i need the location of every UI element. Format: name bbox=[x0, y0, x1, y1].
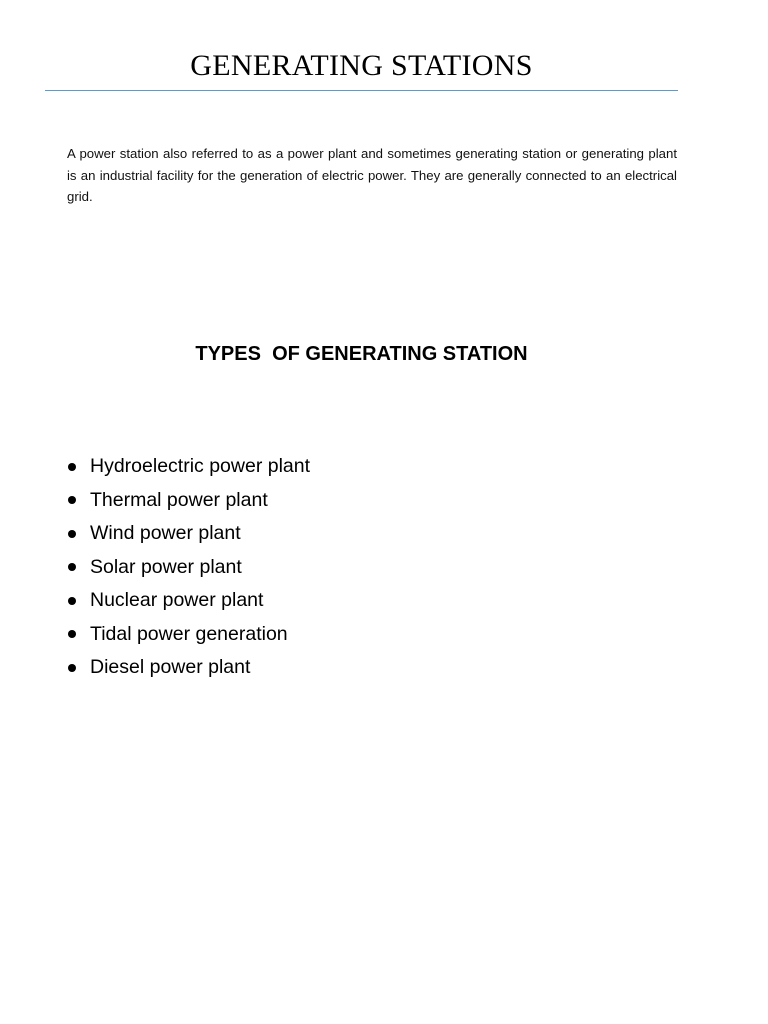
list-item bbox=[67, 651, 310, 685]
list-item bbox=[67, 517, 310, 551]
list-item-label: Hydroelectric power plant bbox=[90, 455, 311, 477]
list-item bbox=[67, 551, 310, 585]
title-underline bbox=[45, 90, 678, 91]
list-item-label: Solar power plant bbox=[90, 555, 242, 578]
bullet-icon bbox=[68, 463, 76, 471]
bullet-icon bbox=[68, 630, 76, 638]
bullet-icon bbox=[68, 530, 76, 538]
section-heading: TYPES OF GENERATING STATION bbox=[195, 343, 528, 365]
intro-paragraph: A power station also referred to as a power plant and sometimes generating station or generating plant is an industrial facility for the generation of electric power. They are generally connected to an electrical grid. bbox=[67, 146, 677, 204]
list-item bbox=[67, 618, 310, 652]
list-item-label: Diesel power plant bbox=[90, 656, 251, 678]
list-item bbox=[67, 450, 310, 484]
bullet-icon bbox=[68, 597, 76, 605]
bullet-icon bbox=[68, 496, 76, 504]
generating-station-types-list bbox=[67, 450, 310, 685]
bullet-icon bbox=[68, 563, 76, 571]
list-item-label: Thermal power plant bbox=[90, 488, 268, 511]
bullet-icon bbox=[68, 664, 76, 672]
page-title: GENERATING STATIONS bbox=[190, 49, 533, 82]
list-item bbox=[67, 584, 310, 618]
list-item-label: Nuclear power plant bbox=[90, 589, 264, 611]
list-item-label: Wind power plant bbox=[90, 522, 241, 544]
list-item-label: Tidal power generation bbox=[90, 622, 288, 645]
list-item bbox=[67, 484, 310, 518]
